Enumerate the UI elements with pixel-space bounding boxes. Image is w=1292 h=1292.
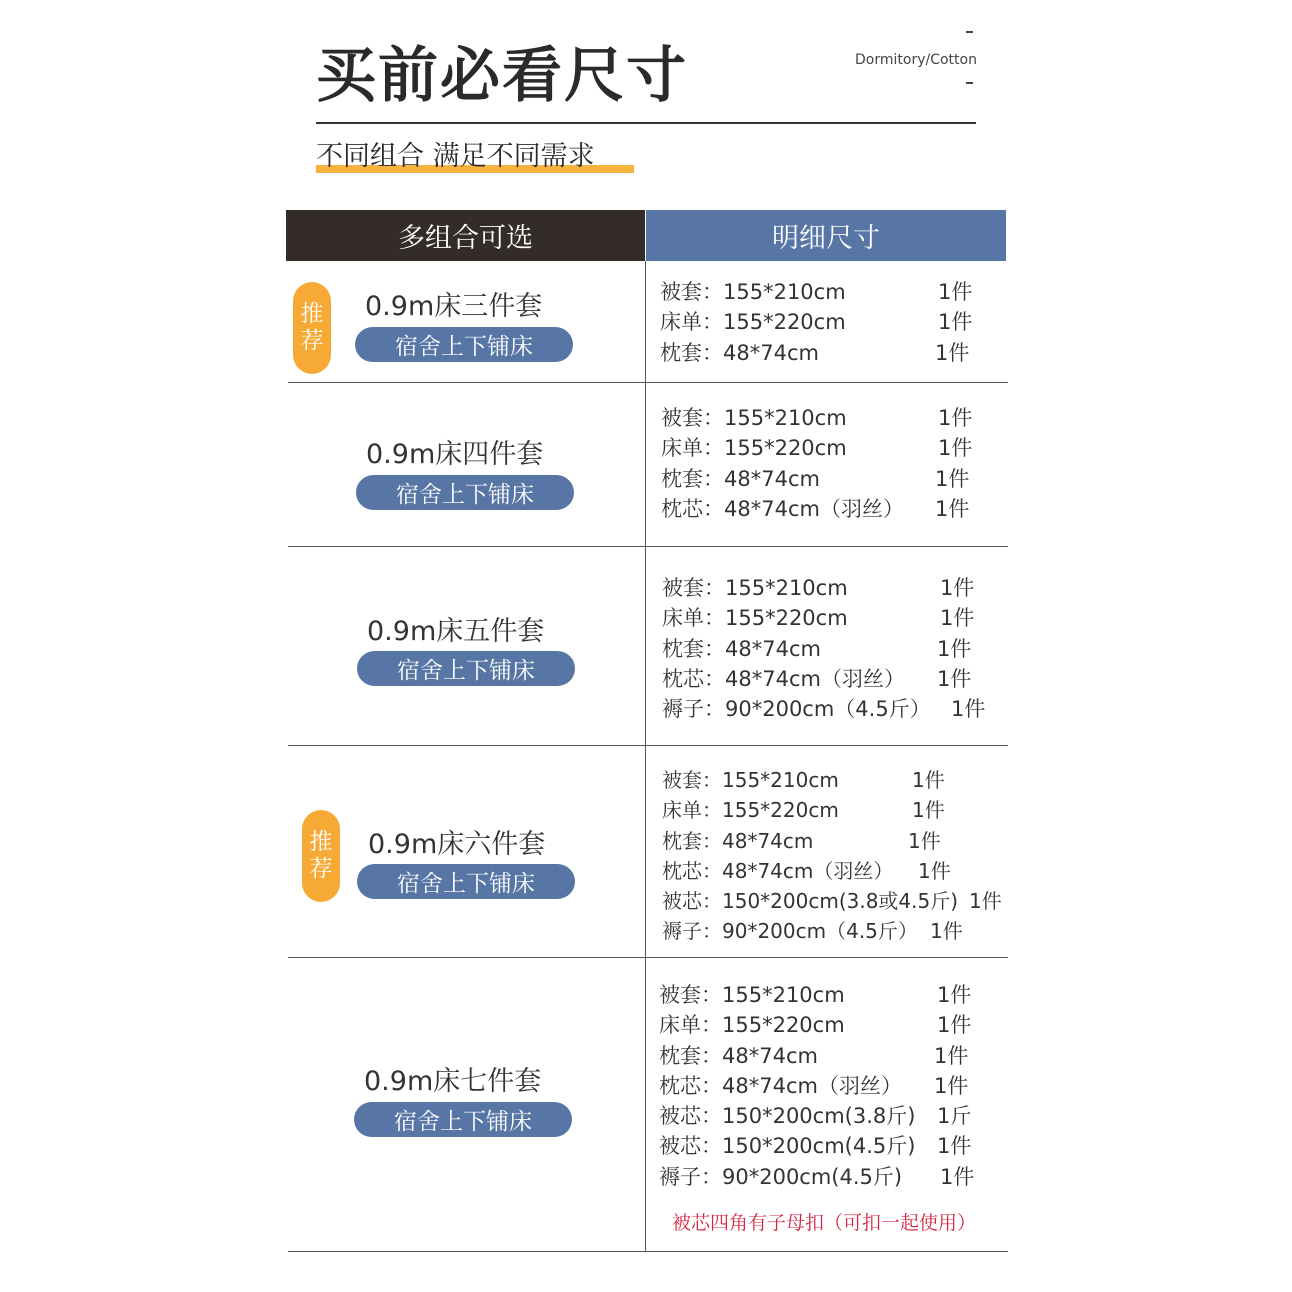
divider	[966, 31, 973, 33]
list-item: 枕套：48*74cm 1件	[662, 828, 941, 853]
column-header-combos: 多组合可选	[286, 210, 645, 261]
bed-type-pill: 宿舍上下铺床	[357, 864, 575, 899]
list-item: 褥子：90*200cm(4.5斤) 1件	[659, 1164, 975, 1189]
column-header-details: 明细尺寸	[646, 210, 1006, 261]
brand-tag: Dormitory/Cotton	[855, 52, 977, 68]
list-item: 床单：155*220cm 1件	[659, 1013, 972, 1038]
list-item: 褥子：90*200cm（4.5斤） 1件	[662, 697, 986, 722]
set-name: 0.9m床五件套	[367, 616, 545, 647]
detail-list	[659, 980, 999, 1192]
list-item: 枕芯：48*74cm（羽丝） 1件	[662, 666, 972, 691]
list-item: 枕套：48*74cm 1件	[660, 340, 970, 365]
bed-type-pill: 宿舍上下铺床	[356, 475, 574, 510]
list-item: 床单：155*220cm 1件	[660, 310, 973, 335]
detail-list	[662, 573, 1002, 724]
detail-list	[661, 403, 1001, 524]
page-subtitle: 不同组合 满足不同需求	[316, 141, 595, 172]
list-item: 枕芯：48*74cm（羽丝） 1件	[662, 858, 951, 883]
list-item: 枕套：48*74cm 1件	[661, 466, 970, 491]
list-item: 被套：155*210cm 1件	[661, 406, 973, 430]
list-item: 床单：155*220cm 1件	[662, 798, 945, 823]
bed-type-pill: 宿舍上下铺床	[354, 1102, 572, 1137]
set-name: 0.9m床三件套	[365, 291, 543, 322]
row-divider	[288, 745, 1008, 746]
list-item: 被套：155*210cm 1件	[662, 576, 975, 600]
divider	[966, 82, 973, 84]
list-item: 被套：155*210cm 1件	[659, 983, 972, 1007]
list-item: 枕套：48*74cm 1件	[662, 636, 972, 661]
page-title: 买前必看尺寸	[316, 41, 688, 111]
list-item: 被芯：150*200cm(3.8斤) 1斤	[659, 1104, 972, 1129]
row-divider	[288, 957, 1008, 958]
set-name: 0.9m床六件套	[368, 829, 546, 860]
button-note: 被芯四角有子母扣（可扣一起使用）	[672, 1212, 977, 1234]
list-item: 枕芯：48*74cm（羽丝） 1件	[659, 1073, 969, 1098]
list-item: 被芯：150*200cm(3.8或4.5斤) 1件	[662, 889, 1002, 914]
list-item: 褥子：90*200cm（4.5斤） 1件	[662, 919, 963, 944]
bed-type-pill: 宿舍上下铺床	[357, 651, 575, 686]
row-divider	[288, 382, 1008, 383]
recommend-badge	[302, 810, 340, 902]
detail-list	[662, 765, 1007, 947]
badge-char: 推	[309, 829, 333, 855]
set-name: 0.9m床七件套	[364, 1066, 542, 1097]
divider	[316, 122, 976, 124]
list-item: 被芯：150*200cm(4.5斤) 1件	[659, 1134, 972, 1159]
badge-char: 推	[300, 301, 324, 327]
list-item: 床单：155*220cm 1件	[662, 606, 975, 631]
list-item: 被套：155*210cm 1件	[662, 768, 945, 792]
list-item: 被套：155*210cm 1件	[660, 280, 973, 304]
bed-type-pill: 宿舍上下铺床	[355, 327, 573, 362]
row-divider	[288, 1251, 1008, 1252]
subtitle-block	[316, 140, 595, 176]
list-item: 枕芯：48*74cm（羽丝） 1件	[661, 496, 970, 521]
row-divider	[288, 546, 1008, 547]
recommend-badge	[293, 282, 331, 374]
column-divider	[645, 261, 646, 1252]
set-name: 0.9m床四件套	[366, 439, 544, 470]
list-item: 床单：155*220cm 1件	[661, 436, 973, 461]
badge-char: 荐	[300, 328, 324, 354]
list-item: 枕套：48*74cm 1件	[659, 1043, 969, 1068]
badge-char: 荐	[309, 856, 333, 882]
detail-list	[660, 277, 1000, 368]
